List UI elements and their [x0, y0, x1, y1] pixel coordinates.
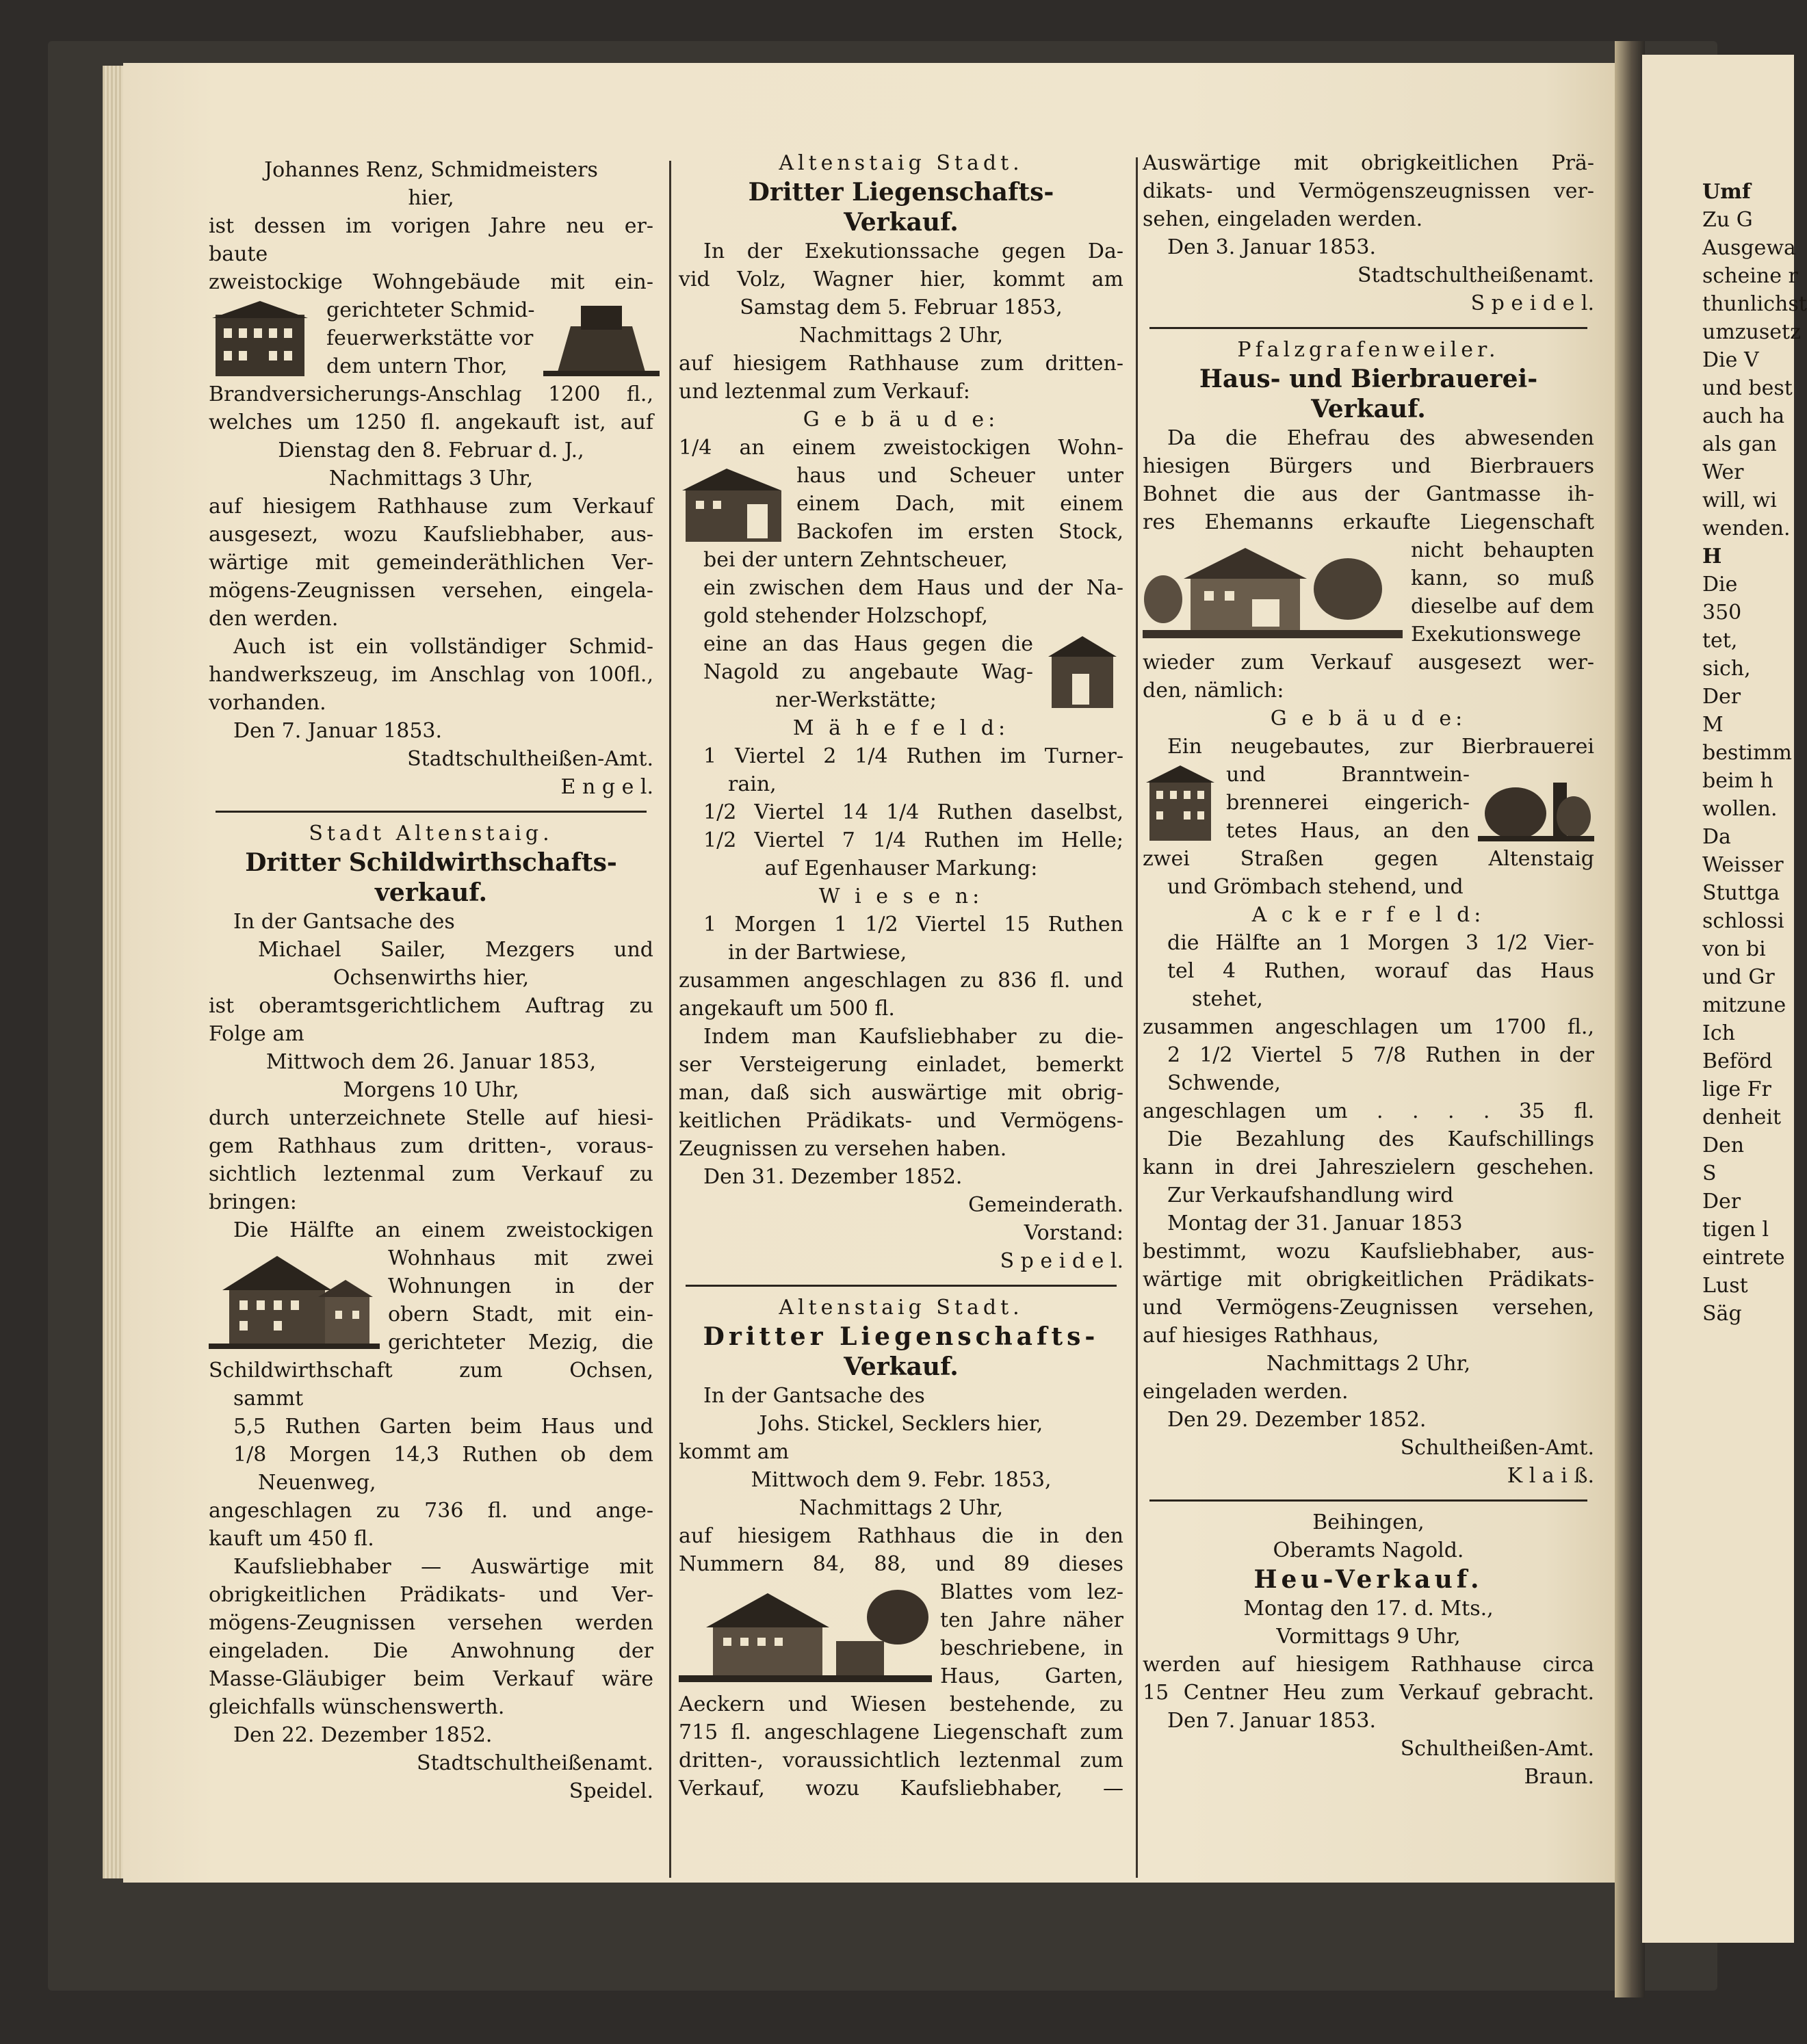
col2-line: haus und Scheuer unter	[796, 464, 1123, 488]
col2-line: Nachmittags 2 Uhr,	[798, 1496, 1004, 1520]
col3-subhead: A c k e r f e l d:	[1251, 903, 1485, 927]
facing-line: sich,	[1702, 657, 1751, 681]
col3-line: tel 4 Ruthen, worauf das Haus	[1167, 959, 1594, 983]
facing-line: Wer	[1702, 460, 1744, 484]
col3-line: tetes Haus, an den	[1226, 819, 1470, 843]
col3-line: Da die Ehefrau des abwesenden	[1167, 426, 1594, 450]
col3-line: Schultheißen-Amt.	[1400, 1436, 1594, 1460]
facing-line: auch ha	[1702, 404, 1785, 428]
col2-line: dritten-, voraussichtlich leztenmal zum	[679, 1748, 1123, 1772]
col2-line: 1 Morgen 1 1/2 Viertel 15 Ruthen	[703, 913, 1123, 936]
column-rule-2	[1136, 157, 1138, 1878]
col2-line: Vorstand:	[1024, 1221, 1123, 1245]
col2-line: Mittwoch dem 9. Febr. 1853,	[751, 1468, 1052, 1492]
col1-line: handwerkszeug, im Anschlag von 100fl.,	[209, 663, 653, 687]
col2-line: bei der untern Zehntscheuer,	[703, 548, 1008, 572]
ad-place: Oberamts Nagold.	[1273, 1538, 1464, 1562]
col3-line: kann in drei Jahreszielern geschehen.	[1143, 1155, 1594, 1179]
facing-line: umzusetz	[1702, 320, 1801, 344]
facing-line: Die V	[1702, 348, 1759, 372]
ad-separator	[216, 811, 647, 813]
col2-line: Aeckern und Wiesen bestehende, zu	[679, 1692, 1123, 1716]
col3-line: Montag der 31. Januar 1853	[1167, 1211, 1463, 1235]
col3-line: bestimmt, wozu Kaufsliebhaber, aus-	[1143, 1240, 1594, 1263]
col2-line: kommt am	[679, 1440, 790, 1464]
col1-line: Den 22. Dezember 1852.	[233, 1723, 493, 1747]
facing-line: Ausgewa	[1702, 236, 1796, 260]
col1-line: vorhanden.	[209, 691, 326, 715]
ad-title: Haus- und Bierbrauerei-	[1199, 365, 1538, 393]
facing-page-column	[1702, 178, 1807, 1328]
col1-line: feuerwerkstätte vor	[326, 326, 534, 350]
col2-line: einem Dach, mit einem	[796, 492, 1123, 516]
column-2	[679, 149, 1123, 1803]
col1-line: mögens-Zeugnissen versehen werden	[209, 1611, 653, 1635]
facing-line: Weisser	[1702, 853, 1784, 877]
ad-title: Verkauf.	[1311, 395, 1426, 423]
col2-line: beschriebene, in	[940, 1636, 1123, 1660]
facing-line: Beförd	[1702, 1049, 1773, 1073]
col2-line: S p e i d e l.	[1000, 1249, 1123, 1273]
col1-line: 1/8 Morgen 14,3 Ruthen ob dem	[233, 1443, 653, 1467]
brewery-house-illustration	[1143, 762, 1218, 844]
ad-place: Pfalzgrafenweiler.	[1237, 338, 1500, 362]
col1-line: Brandversicherungs-Anschlag 1200 fl.,	[209, 382, 653, 406]
col2-line: Gemeinderath.	[968, 1193, 1123, 1217]
col3-line: auf hiesiges Rathhaus,	[1143, 1324, 1379, 1348]
col1-line: Die Hälfte an einem zweistockigen	[233, 1218, 653, 1242]
col3-line: sehen, eingeladen werden.	[1143, 207, 1423, 231]
col3-line: Nachmittags 2 Uhr,	[1266, 1352, 1471, 1376]
col1-line: wärtige mit gemeinderäthlichen Ver-	[209, 551, 653, 575]
col3-line: K l a i ß.	[1507, 1464, 1594, 1488]
col2-line: auf Egenhauser Markung:	[764, 856, 1038, 880]
facing-line: Lust	[1702, 1274, 1748, 1298]
col2-line: ten Jahre näher	[940, 1608, 1123, 1632]
ad-separator	[1149, 1499, 1587, 1502]
facing-line: mitzune	[1702, 993, 1786, 1017]
col1-line: gem Rathhaus zum dritten-, voraus-	[209, 1134, 653, 1158]
col3-line: Auswärtige mit obrigkeitlichen Prä-	[1143, 151, 1594, 175]
col3-line: und Grömbach stehend, und	[1167, 875, 1464, 899]
col3-line: und Vermögens-Zeugnissen versehen,	[1143, 1296, 1594, 1320]
col3-line: zwei Straßen gegen Altenstaig	[1143, 847, 1594, 871]
col2-line: ser Versteigerung einladet, bemerkt	[679, 1053, 1123, 1077]
col2-line: Haus, Garten,	[940, 1664, 1123, 1688]
col1-line: Stadtschultheißen-Amt.	[407, 747, 653, 771]
col2-line: man, daß sich auswärtige mit obrig-	[679, 1081, 1123, 1105]
col1-line: 5,5 Ruthen Garten beim Haus und	[233, 1415, 653, 1439]
col1-line: Schildwirthschaft zum Ochsen,	[209, 1359, 653, 1383]
inn-house-illustration	[209, 1249, 380, 1352]
brewery-farm-illustration	[1143, 538, 1403, 647]
col1-line: baute	[209, 242, 268, 266]
facing-line: von bi	[1702, 937, 1766, 961]
book-gutter	[1615, 41, 1645, 1997]
col2-line: Nagold zu angebaute Wag-	[703, 660, 1033, 684]
col1-line: Ochsenwirths hier,	[333, 966, 530, 990]
col3-line: Den 7. Januar 1853.	[1167, 1709, 1377, 1733]
facing-line: M	[1702, 713, 1724, 737]
col1-line: Morgens 10 Uhr,	[343, 1078, 519, 1102]
col2-line: zusammen angeschlagen zu 836 fl. und	[679, 969, 1123, 993]
facing-line: als gan	[1702, 432, 1777, 456]
col2-line: in der Bartwiese,	[728, 941, 907, 965]
col2-line: 1 Viertel 2 1/4 Ruthen im Turner-	[703, 744, 1123, 768]
brewing-kettle-illustration	[1478, 762, 1594, 844]
ad-title: Verkauf.	[844, 1352, 959, 1381]
wagner-house-block	[679, 462, 1123, 546]
col2-line: auf hiesigem Rathhause zum dritten-	[679, 352, 1123, 376]
col3-line: S p e i d e l.	[1470, 291, 1594, 315]
col1-line: dem untern Thor,	[326, 354, 508, 378]
col3-line: dieselbe auf dem	[1411, 594, 1594, 618]
col3-subhead: G e b ä u d e:	[1270, 707, 1467, 731]
col2-line: 715 fl. angeschlagene Liegenschaft zum	[679, 1720, 1123, 1744]
col1-line: Dienstag den 8. Februar d. J.,	[278, 438, 584, 462]
col3-line: Braun.	[1524, 1765, 1594, 1789]
brewery-block	[1143, 761, 1594, 845]
column-3	[1143, 149, 1594, 1791]
facing-line: Den	[1702, 1134, 1745, 1157]
column-rule-1	[669, 161, 671, 1878]
ad-title: Dritter Schildwirthschafts-	[245, 848, 617, 877]
col2-line: Backofen im ersten Stock,	[796, 520, 1123, 544]
col2-line: Samstag dem 5. Februar 1853,	[740, 296, 1063, 319]
col3-line: Stadtschultheißenamt.	[1357, 263, 1594, 287]
col1-line: Den 7. Januar 1853.	[233, 719, 443, 743]
col3-line: 15 Centner Heu zum Verkauf gebracht.	[1143, 1681, 1594, 1705]
col2-line: und leztenmal zum Verkauf:	[679, 380, 970, 404]
col3-line: Montag den 17. d. Mts.,	[1243, 1597, 1494, 1621]
col3-line: und Branntwein-	[1226, 763, 1470, 787]
col1-line: den werden.	[209, 607, 339, 631]
col2-line: eine an das Haus gegen die	[703, 632, 1033, 656]
col1-line: Stadtschultheißenamt.	[417, 1751, 653, 1775]
ad-title: Dritter Liegenschafts-	[703, 1322, 1100, 1351]
col2-line: Den 31. Dezember 1852.	[703, 1165, 963, 1189]
smithy-block	[209, 296, 653, 380]
col2-line: 1/4 an einem zweistockigen Wohn-	[679, 436, 1123, 460]
col1-line: sichtlich leztenmal zum Verkauf zu	[209, 1162, 653, 1186]
col2-line: Johs. Stickel, Secklers hier,	[759, 1412, 1043, 1436]
col3-line: zusammen angeschlagen um 1700 fl.,	[1143, 1015, 1594, 1039]
col2-line: 1/2 Viertel 14 1/4 Ruthen daselbst,	[703, 800, 1123, 824]
col2-line: Blattes vom lez-	[940, 1580, 1123, 1604]
facing-line: Der	[1702, 685, 1741, 709]
facing-line: tigen l	[1702, 1218, 1769, 1242]
facing-line: beim h	[1702, 769, 1773, 793]
col3-line: werden auf hiesigem Rathhause circa	[1143, 1653, 1594, 1677]
smithy-house-illustration	[209, 298, 318, 380]
col2-line: 1/2 Viertel 7 1/4 Ruthen im Helle;	[703, 828, 1123, 852]
col2-line: rain,	[728, 772, 777, 796]
col1-line: Mittwoch dem 26. Januar 1853,	[265, 1050, 597, 1074]
col1-line: In der Gantsache des	[233, 910, 455, 934]
farmhouse-illustration	[679, 463, 788, 545]
col1-line: gerichteter Schmid-	[326, 298, 535, 322]
col1-line: zweistockige Wohngebäude mit ein-	[209, 270, 653, 294]
col2-line: auf hiesigem Rathhaus die in den	[679, 1524, 1123, 1548]
workshop-block	[679, 630, 1123, 714]
col1-line: Nachmittags 3 Uhr,	[328, 467, 534, 490]
col1-line: gleichfalls wünschenswerth.	[209, 1695, 505, 1719]
col2-line: Nummern 84, 88, und 89 dieses	[679, 1552, 1123, 1576]
col2-line: ein zwischen dem Haus und der Na-	[703, 576, 1123, 600]
col1-line: Folge am	[209, 1022, 304, 1046]
col1-line: Masse-Gläubiger beim Verkauf wäre	[209, 1667, 653, 1691]
col1-line: sammt	[233, 1387, 304, 1411]
facing-line: thunlichst	[1702, 292, 1807, 316]
col2-line: vid Volz, Wagner hier, kommt am	[679, 267, 1123, 291]
facing-line: und best	[1702, 376, 1793, 400]
col3-line: stehet,	[1192, 987, 1263, 1011]
col3-line: die Hälfte an 1 Morgen 3 1/2 Vier-	[1167, 931, 1594, 955]
col3-line: angeschlagen um . . . . 35 fl.	[1143, 1099, 1594, 1123]
facing-line: Ich	[1702, 1021, 1735, 1045]
ad-title: verkauf.	[375, 878, 487, 907]
col1-line: hier,	[408, 186, 454, 210]
col2-line: In der Exekutionssache gegen Da-	[703, 239, 1123, 263]
ad-separator	[1149, 327, 1587, 329]
col3-line: Ein neugebautes, zur Bierbrauerei	[1167, 735, 1594, 759]
col3-line: hiesigen Bürgers und Bierbrauers	[1143, 454, 1594, 478]
col1-line: Johannes Renz, Schmidmeisters	[264, 158, 598, 182]
col1-line: Speidel.	[569, 1779, 653, 1803]
col2-line: Verkauf, wozu Kaufsliebhaber, —	[679, 1777, 1123, 1800]
ad-place: Altenstaig Stadt.	[779, 151, 1024, 175]
stickel-block	[679, 1578, 1123, 1690]
col3-line: 2 1/2 Viertel 5 7/8 Ruthen in der	[1167, 1043, 1594, 1067]
facing-line: schlossi	[1702, 909, 1784, 933]
col1-line: eingeladen. Die Anwohnung der	[209, 1639, 653, 1663]
col3-line: Zur Verkaufshandlung wird	[1167, 1183, 1454, 1207]
facing-line: H	[1702, 545, 1722, 568]
facing-line: tet,	[1702, 629, 1738, 653]
col3-line: eingeladen werden.	[1143, 1380, 1349, 1404]
facing-line: wollen.	[1702, 797, 1778, 821]
facing-line: Stuttga	[1702, 881, 1780, 905]
col2-line: angekauft um 500 fl.	[679, 997, 895, 1021]
facing-line: eintrete	[1702, 1246, 1785, 1270]
col1-line: angeschlagen zu 736 fl. und ange-	[209, 1499, 653, 1523]
col3-line: dikats- und Vermögenszeugnissen ver-	[1143, 179, 1594, 203]
inn-block	[209, 1244, 653, 1357]
col1-line: Neuenweg,	[258, 1471, 376, 1495]
facing-line: scheine r	[1702, 264, 1798, 288]
forge-illustration	[543, 299, 660, 378]
facing-line: Säg	[1702, 1302, 1742, 1326]
col2-subhead: M ä h e f e l d:	[792, 716, 1010, 740]
col3-line: den, nämlich:	[1143, 679, 1284, 703]
ad-title: Verkauf.	[844, 208, 959, 237]
col1-line: Wohnungen in der	[388, 1274, 653, 1298]
col1-line: kauft um 450 fl.	[209, 1527, 374, 1551]
col2-line: Zeugnissen zu versehen haben.	[679, 1137, 1007, 1161]
col1-line: auf hiesigem Rathhause zum Verkauf	[209, 495, 653, 519]
facing-line: will, wi	[1702, 488, 1777, 512]
col2-subhead: G e b ä u d e:	[803, 408, 1000, 432]
facing-line: Der	[1702, 1190, 1741, 1214]
col3-line: res Ehemanns erkaufte Liegenschaft	[1143, 510, 1594, 534]
col3-line: wieder zum Verkauf ausgesezt wer-	[1143, 651, 1594, 674]
col2-line: ner-Werkstätte;	[775, 688, 937, 712]
col1-line: ausgesezt, wozu Kaufsliebhaber, aus-	[209, 523, 653, 547]
col3-line: Bohnet die aus der Gantmasse ih-	[1143, 482, 1594, 506]
facing-line: bestimm	[1702, 741, 1792, 765]
col1-line: mögens-Zeugnissen versehen, eingela-	[209, 579, 653, 603]
col1-line: gerichteter Mezig, die	[388, 1331, 653, 1354]
col1-line: Auch ist ein vollständiger Schmid-	[233, 635, 653, 659]
ad-place: Beihingen,	[1312, 1510, 1425, 1534]
col3-line: kann, so muß	[1411, 566, 1594, 590]
col1-line: bringen:	[209, 1190, 297, 1214]
col3-line: Den 3. Januar 1853.	[1167, 235, 1377, 259]
facing-line: S	[1702, 1162, 1717, 1185]
col1-line: welches um 1250 fl. angekauft ist, auf	[209, 410, 653, 434]
col2-line: In der Gantsache des	[703, 1384, 925, 1408]
homestead-illustration	[679, 1580, 932, 1689]
ad-place: Altenstaig Stadt.	[779, 1296, 1024, 1320]
col3-line: nicht behaupten	[1411, 538, 1594, 562]
col3-line: Exekutionswege	[1411, 623, 1581, 646]
facing-line: lige Fr	[1702, 1077, 1771, 1101]
ad-title: Dritter Liegenschafts-	[748, 178, 1054, 207]
col1-line: Kaufsliebhaber — Auswärtige mit	[233, 1555, 653, 1579]
ad-separator	[686, 1285, 1117, 1287]
facing-line: wenden.	[1702, 516, 1791, 540]
workshop-illustration	[1041, 633, 1123, 711]
facing-line: denheit	[1702, 1105, 1782, 1129]
col1-line: ist oberamtsgerichtlichem Auftrag zu	[209, 994, 653, 1018]
col3-line: Schultheißen-Amt.	[1400, 1737, 1594, 1761]
col3-line: Vormittags 9 Uhr,	[1276, 1625, 1461, 1649]
bohnet-block	[1143, 536, 1594, 648]
col2-subhead: W i e s e n:	[818, 885, 984, 908]
col1-line: durch unterzeichnete Stelle auf hiesi-	[209, 1106, 653, 1130]
col1-line: obrigkeitlichen Prädikats- und Ver-	[209, 1583, 653, 1607]
facing-line: Die	[1702, 573, 1738, 597]
col3-line: brennerei eingerich-	[1226, 791, 1470, 815]
col2-line: Indem man Kaufsliebhaber zu die-	[703, 1025, 1123, 1049]
col1-line: Wohnhaus mit zwei	[388, 1246, 653, 1270]
facing-line: 350	[1702, 601, 1742, 625]
facing-line: Zu G	[1702, 208, 1753, 232]
col3-line: Die Bezahlung des Kaufschillings	[1167, 1127, 1594, 1151]
col2-line: gold stehender Holzschopf,	[703, 604, 989, 628]
facing-line: Da	[1702, 825, 1731, 849]
col3-line: Schwende,	[1167, 1071, 1281, 1095]
facing-line: und Gr	[1702, 965, 1775, 989]
ad-title: Heu-Verkauf.	[1253, 1565, 1483, 1594]
facing-line: Umf	[1702, 180, 1751, 204]
col1-line: E n g e l.	[560, 775, 653, 799]
col1-line: ist dessen im vorigen Jahre neu er-	[209, 214, 653, 238]
col3-line: wärtige mit obrigkeitlichen Prädikats-	[1143, 1268, 1594, 1292]
column-1	[209, 156, 653, 1805]
col2-line: keitlichen Prädikats- und Vermögens-	[679, 1109, 1123, 1133]
col3-line: Den 29. Dezember 1852.	[1167, 1408, 1427, 1432]
col2-line: Nachmittags 2 Uhr,	[798, 324, 1004, 348]
ad-place: Stadt Altenstaig.	[309, 822, 554, 846]
col1-line: Michael Sailer, Mezgers und	[258, 938, 653, 962]
col1-line: obern Stadt, mit ein-	[388, 1302, 653, 1326]
